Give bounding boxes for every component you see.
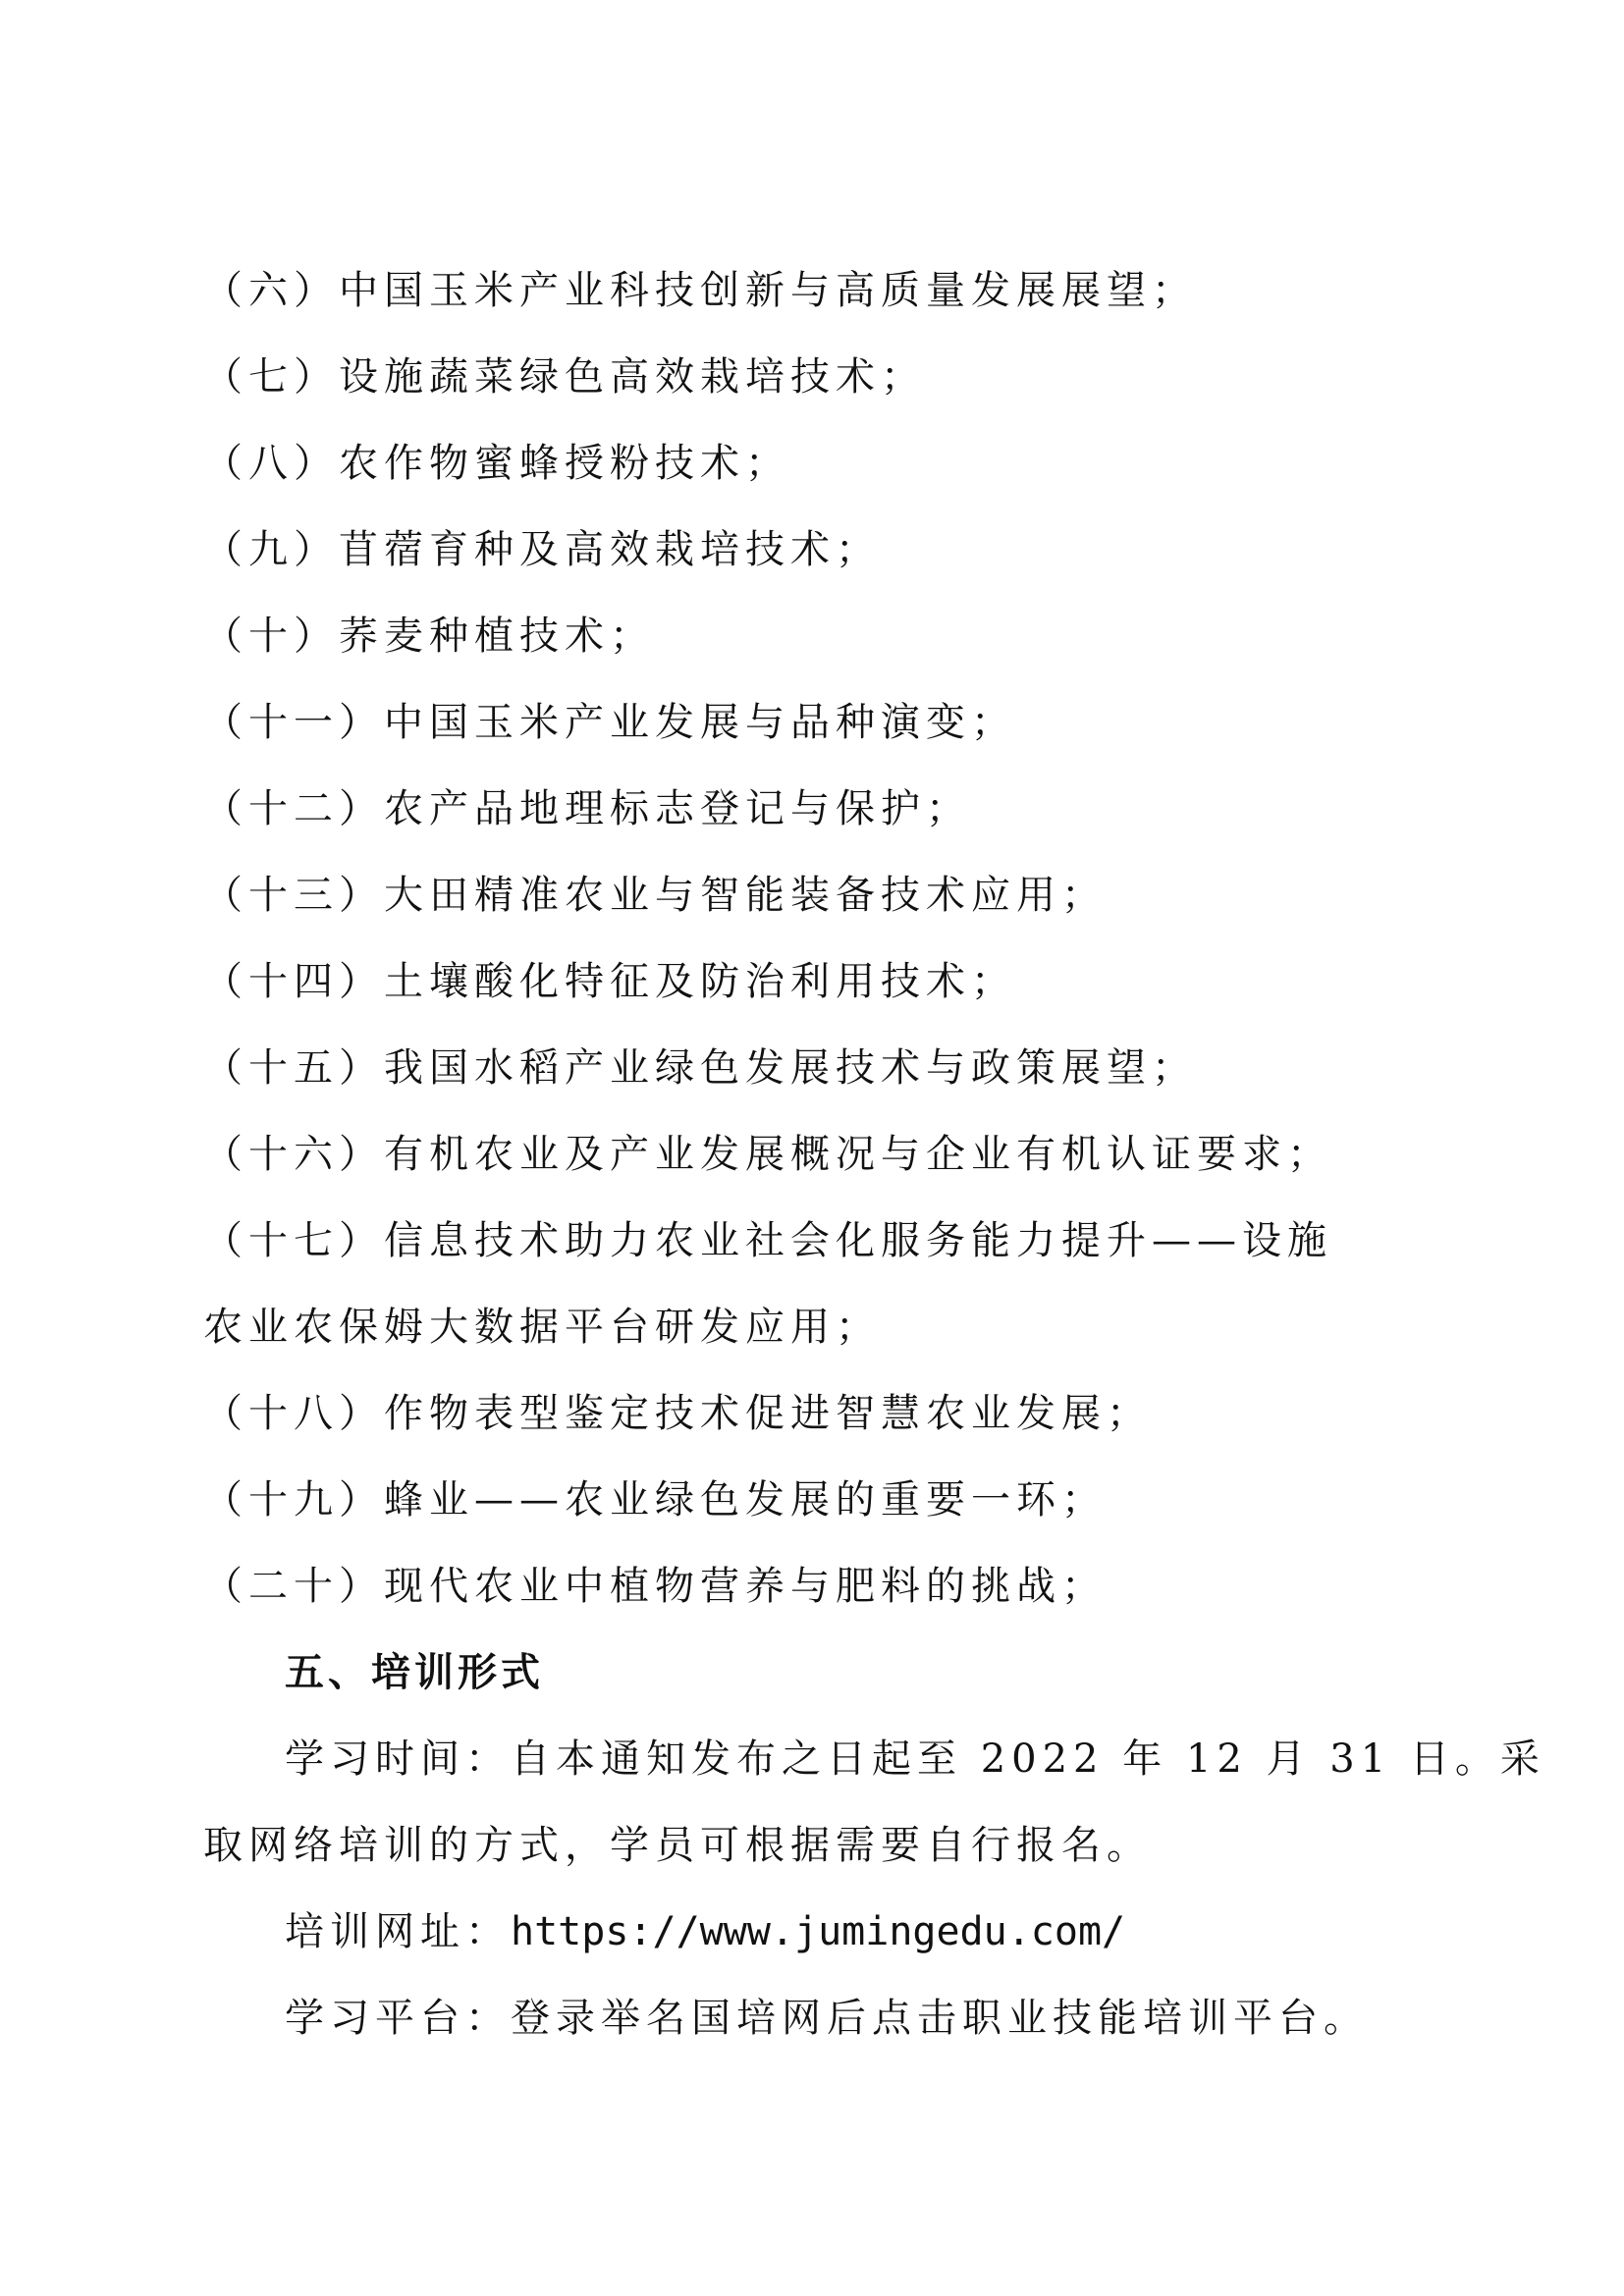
training-url-link[interactable]: https://www.jumingedu.com/ — [511, 1909, 1126, 1954]
list-item-8: （八）农作物蜜蜂授粉技术； — [203, 441, 790, 486]
list-item-19: （十九）蜂业——农业绿色发展的重要一环； — [203, 1477, 1107, 1522]
section-heading: 五、培训形式 — [285, 1650, 544, 1695]
list-item-17: （十七）信息技术助力农业社会化服务能力提升——设施 — [203, 1218, 1332, 1263]
study-platform-line: 学习平台：登录举名国培网后点击职业技能培训平台。 — [285, 1996, 1369, 2041]
list-item-11: （十一）中国玉米产业发展与品种演变； — [203, 700, 1016, 745]
study-time-line-1: 学习时间：自本通知发布之日起至 2022 年 12 月 31 日。采 — [285, 1736, 1545, 1782]
list-item-15: （十五）我国水稻产业绿色发展技术与政策展望； — [203, 1045, 1197, 1091]
list-item-13: （十三）大田精准农业与智能装备技术应用； — [203, 873, 1107, 918]
list-item-12: （十二）农产品地理标志登记与保护； — [203, 786, 971, 831]
list-item-20: （二十）现代农业中植物营养与肥料的挑战； — [203, 1564, 1107, 1609]
training-url-label: 培训网址： — [285, 1909, 511, 1954]
list-item-18: （十八）作物表型鉴定技术促进智慧农业发展； — [203, 1391, 1152, 1436]
list-item-10: （十）荞麦种植技术； — [203, 614, 655, 659]
list-item-17-continued: 农业农保姆大数据平台研发应用； — [203, 1305, 881, 1350]
training-url-line — [285, 1889, 1492, 1975]
list-item-7: （七）设施蔬菜绿色高效栽培技术； — [203, 354, 926, 400]
study-time-line-2: 取网络培训的方式，学员可根据需要自行报名。 — [203, 1823, 1152, 1868]
list-item-9: （九）苜蓿育种及高效栽培技术； — [203, 527, 881, 572]
list-item-6: （六）中国玉米产业科技创新与高质量发展展望； — [203, 268, 1197, 313]
list-item-16: （十六）有机农业及产业发展概况与企业有机认证要求； — [203, 1132, 1332, 1177]
list-item-14: （十四）土壤酸化特征及防治利用技术； — [203, 959, 1016, 1004]
